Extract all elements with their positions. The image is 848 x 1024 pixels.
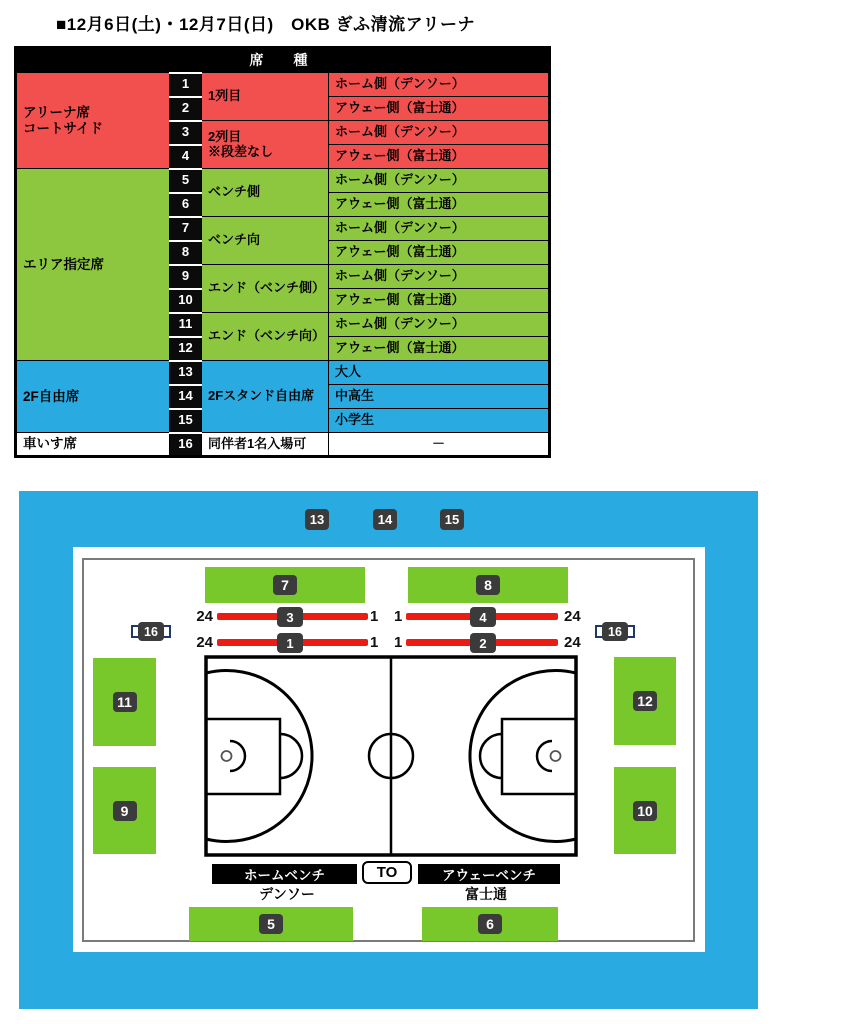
seat-detail-cell: －: [329, 433, 550, 457]
seat-detail-cell: アウェー側（富士通）: [329, 337, 550, 361]
category-cell-2f: 2F自由席: [16, 361, 170, 433]
seat-count-label: 1: [394, 634, 403, 651]
table-officials-box: TO: [362, 861, 412, 884]
seat-subtype-cell: エンド（ベンチ向）: [202, 313, 329, 361]
wheelchair-badge-right: 16: [595, 622, 635, 641]
seat-detail-cell: アウェー側（富士通）: [329, 193, 550, 217]
category-cell-wheelchair: 車いす席: [16, 433, 170, 457]
home-bench-label: ホームベンチ: [212, 864, 357, 884]
row-badge-1: 1: [277, 633, 303, 653]
seat-type-table: [14, 46, 551, 458]
row-badge-2: 2: [470, 633, 496, 653]
home-team-name: デンソー: [259, 886, 315, 902]
seat-block-6: 6: [422, 907, 558, 941]
row-number-cell: 4: [170, 145, 202, 169]
row-number-cell: 10: [170, 289, 202, 313]
seat-detail-cell: ホーム側（デンソー）: [329, 217, 550, 241]
row-number-cell: 13: [170, 361, 202, 385]
table-header: 席 種: [16, 48, 550, 73]
row-badge-4: 4: [470, 607, 496, 627]
seat-block-11: 11: [93, 658, 156, 746]
seat-count-label: 1: [370, 634, 379, 651]
row-number-cell: 11: [170, 313, 202, 337]
seat-block-8: 8: [408, 567, 568, 603]
row-number-cell: 16: [170, 433, 202, 457]
seat-block-7: 7: [205, 567, 365, 603]
seat-count-label: 1: [394, 608, 403, 625]
seat-detail-cell: ホーム側（デンソー）: [329, 121, 550, 145]
seat-block-12: 12: [614, 657, 676, 745]
seat-subtype-cell: 2列目 ※段差なし: [202, 121, 329, 169]
seat-detail-cell: 中高生: [329, 385, 550, 409]
row-number-cell: 9: [170, 265, 202, 289]
seat-detail-cell: 大人: [329, 361, 550, 385]
stand-badge-13: 13: [305, 509, 329, 530]
row-number-cell: 5: [170, 169, 202, 193]
seat-detail-cell: ホーム側（デンソー）: [329, 265, 550, 289]
category-cell-area: エリア指定席: [16, 169, 170, 361]
stand-badge-15: 15: [440, 509, 464, 530]
seat-detail-cell: アウェー側（富士通）: [329, 97, 550, 121]
event-title: ■12月6日(土)・12月7日(日) OKB ぎふ清流アリーナ: [56, 15, 475, 34]
seat-count-label: 24: [564, 608, 581, 625]
seat-detail-cell: 小学生: [329, 409, 550, 433]
seat-count-label: 24: [196, 608, 213, 625]
category-cell-arena: アリーナ席 コートサイド: [16, 73, 170, 169]
seat-subtype-cell: 2Fスタンド自由席: [202, 361, 329, 433]
seat-detail-cell: ホーム側（デンソー）: [329, 313, 550, 337]
seat-count-label: 1: [370, 608, 379, 625]
seat-block-5: 5: [189, 907, 353, 941]
row-number-cell: 8: [170, 241, 202, 265]
seat-block-10: 10: [614, 767, 676, 854]
arena-map: [19, 491, 758, 1009]
seat-subtype-cell: エンド（ベンチ側）: [202, 265, 329, 313]
seat-subtype-cell: 1列目: [202, 73, 329, 121]
seat-detail-cell: アウェー側（富士通）: [329, 289, 550, 313]
row-number-cell: 1: [170, 73, 202, 97]
seat-detail-cell: ホーム側（デンソー）: [329, 169, 550, 193]
row-badge-3: 3: [277, 607, 303, 627]
row-number-cell: 3: [170, 121, 202, 145]
row-number-cell: 15: [170, 409, 202, 433]
row-number-cell: 7: [170, 217, 202, 241]
seat-detail-cell: ホーム側（デンソー）: [329, 73, 550, 97]
away-team-name: 富士通: [465, 886, 507, 902]
seat-subtype-cell: ベンチ向: [202, 217, 329, 265]
wheelchair-badge-left: 16: [131, 622, 171, 641]
row-number-cell: 12: [170, 337, 202, 361]
basketball-court-diagram: [204, 655, 578, 857]
seat-detail-cell: アウェー側（富士通）: [329, 145, 550, 169]
seat-count-label: 24: [196, 634, 213, 651]
row-number-cell: 6: [170, 193, 202, 217]
row-number-cell: 14: [170, 385, 202, 409]
seat-subtype-cell: ベンチ側: [202, 169, 329, 217]
seat-subtype-cell: 同伴者1名入場可: [202, 433, 329, 457]
row-number-cell: 2: [170, 97, 202, 121]
stand-badge-14: 14: [373, 509, 397, 530]
seat-block-9: 9: [93, 767, 156, 854]
away-bench-label: アウェーベンチ: [418, 864, 560, 884]
seat-detail-cell: アウェー側（富士通）: [329, 241, 550, 265]
seat-count-label: 24: [564, 634, 581, 651]
